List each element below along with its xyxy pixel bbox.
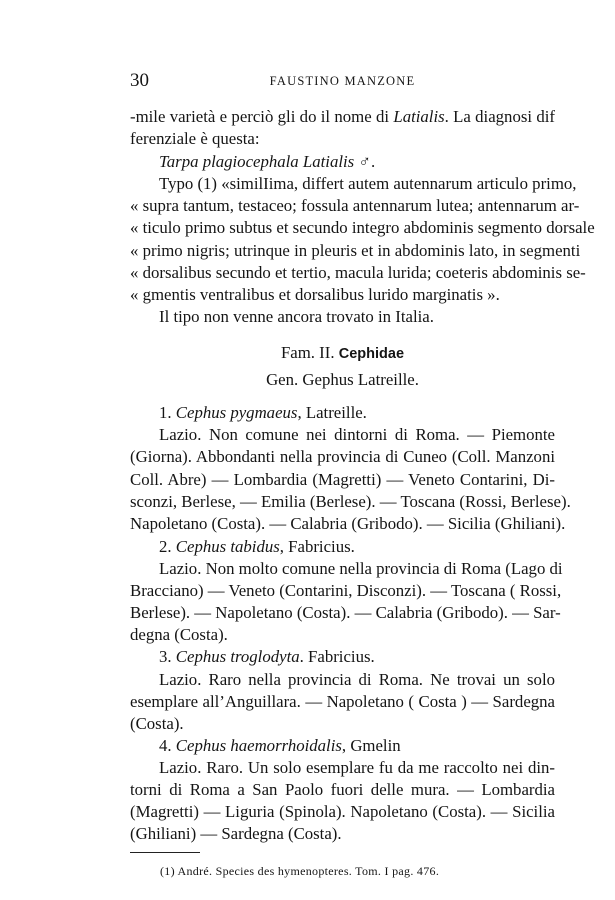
latin-line: « primo nigris; utrinque in pleuris et in abdominis lato, in segmenti (130, 241, 581, 260)
latin-line: « dorsalibus secundo et tertio, macula lurida; coeteris abdominis se- (130, 263, 586, 282)
species-text: Lazio. Non comune nei dintorni di Roma. — Piemonte (159, 425, 555, 444)
species-text: (Magretti) — Liguria (Spinola). Napoletano (Costa). — Sicilia (130, 802, 555, 821)
text-line: -mile varietà e perciò gli do il nome di Latialis. La diagnosi dif (130, 107, 555, 126)
text-line: ferenziale è questa: (130, 129, 260, 148)
species-text: Berlese). — Napoletano (Costa). — Calabria (Gribodo). — Sar- (130, 603, 561, 622)
taxon-line: Tarpa plagiocephala Latialis ♂. (159, 152, 376, 171)
page-number: 30 (130, 70, 149, 91)
species-text: (Ghiliani) — Sardegna (Costa). (130, 824, 342, 843)
footnote: (1) André. Species des hymenopteres. Tom. I pag. 476. (160, 864, 440, 878)
species-text: Lazio. Raro nella provincia di Roma. Ne trovai un solo (159, 670, 555, 689)
running-title: FAUSTINO MANZONE (269, 74, 416, 88)
family-heading: Fam. II. Cephidae (280, 343, 405, 362)
page-header (130, 70, 555, 94)
species-title: 3. Cephus troglodyta. Fabricius. (159, 647, 375, 666)
text-line: Il tipo non venne ancora trovato in Italia. (159, 307, 434, 326)
species-title: 4. Cephus haemorrhoidalis, Gmelin (159, 736, 401, 755)
species-text: Lazio. Non molto comune nella provincia di Roma (Lago di (159, 559, 563, 578)
species-title: 2. Cephus tabidus, Fabricius. (159, 537, 355, 556)
species-text: Bracciano) — Veneto (Contarini, Disconzi). — Toscana ( Rossi, (130, 581, 562, 600)
footnote-rule (130, 852, 200, 853)
species-text: (Costa). (130, 714, 184, 733)
latin-line: « ticulo primo subtus et secundo integro abdominis segmento dorsale (130, 218, 595, 237)
latin-line: « supra tantum, testaceo; fossula antennarum lutea; antennarum ar- (130, 196, 580, 215)
latin-line: Typo (1) «similIima, differt autem autennarum articulo primo, (159, 174, 577, 193)
species-text: Coll. Abre) — Lombardia (Magretti) — Veneto Contarini, Di- (130, 470, 555, 489)
genus-heading: Gen. Gephus Latreille. (266, 370, 419, 389)
species-text: Lazio. Raro. Un solo esemplare fu da me raccolto nei din- (159, 758, 555, 777)
species-title: 1. Cephus pygmaeus, Latreille. (159, 403, 367, 422)
species-text: degna (Costa). (130, 625, 228, 644)
species-text: sconzi, Berlese, — Emilia (Berlese). — Toscana (Rossi, Berlese). (130, 492, 571, 511)
species-text: (Giorna). Abbondanti nella provincia di Cuneo (Coll. Manzoni (130, 447, 555, 466)
latin-line: « gmentis ventralibus et dorsalibus lurido marginatis ». (130, 285, 500, 304)
species-text: torni di Roma a San Paolo fuori delle mura. — Lombardia (130, 780, 555, 799)
species-text: Napoletano (Costa). — Calabria (Gribodo). — Sicilia (Ghiliani). (130, 514, 566, 533)
species-text: esemplare all’Anguillara. — Napoletano ( Costa ) — Sardegna (130, 692, 555, 711)
